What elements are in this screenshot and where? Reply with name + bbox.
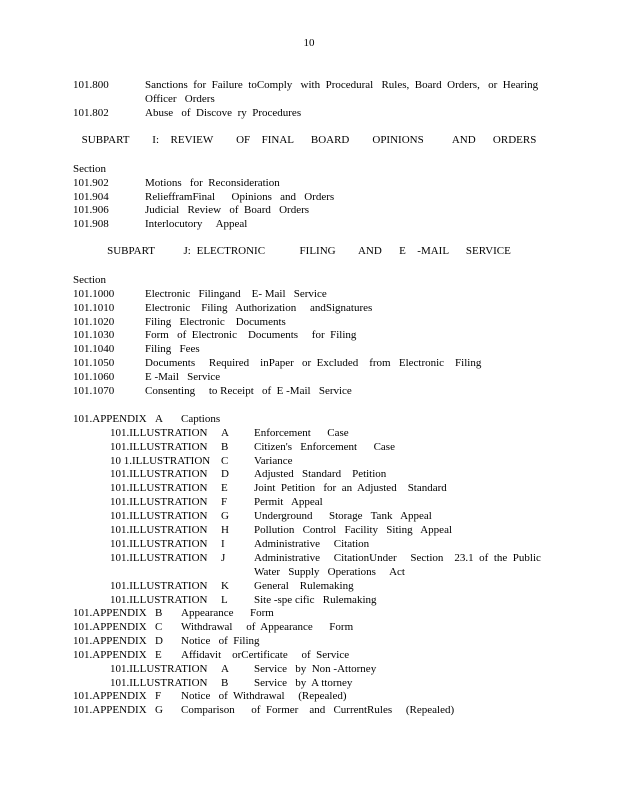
appendix-title: Notice of Filing bbox=[181, 635, 260, 647]
illustration-letter: L bbox=[221, 594, 228, 606]
illustration-name: 101.ILLUSTRATION bbox=[110, 594, 208, 606]
section-label: Section bbox=[73, 274, 106, 286]
rule-title: Documents Required inPaper or Excluded from Electronic Filing bbox=[145, 357, 482, 369]
illustration-title: Site -spe cific Rulemaking bbox=[254, 594, 377, 606]
section-label: Section bbox=[73, 163, 106, 175]
illustration-name: 101.ILLUSTRATION bbox=[110, 510, 208, 522]
rule-title: Sanctions for Failure toComply with Procedural Rules, Board Orders, or Hearing bbox=[145, 79, 539, 91]
subpart-i-heading: SUBPART I: REVIEW OF FINAL BOARD OPINIONS AND ORDERS bbox=[81, 134, 537, 146]
appendix-title: Captions bbox=[181, 413, 221, 425]
rule-number: 101.1060 bbox=[73, 371, 115, 383]
illustration-title: Service by A ttorney bbox=[254, 677, 353, 689]
appendix-letter: E bbox=[155, 649, 162, 661]
illustration-name: 101.ILLUSTRATION bbox=[110, 677, 208, 689]
appendix-title: Affidavit orCertificate of Service bbox=[181, 649, 350, 661]
illustration-title: Service by Non -Attorney bbox=[254, 663, 377, 675]
rule-number: 101.902 bbox=[73, 177, 109, 189]
rule-number: 101.1020 bbox=[73, 316, 115, 328]
illustration-letter: B bbox=[221, 677, 229, 689]
appendix-title: Comparison of Former and CurrentRules (Repealed) bbox=[181, 704, 455, 716]
illustration-title: Citizen's Enforcement Case bbox=[254, 441, 395, 453]
illustration-letter: B bbox=[221, 441, 229, 453]
appendix-title: Withdrawal of Appearance Form bbox=[181, 621, 354, 633]
illustration-title: Administrative CitationUnder Section 23.1 of the Public bbox=[254, 552, 541, 564]
illustration-letter: D bbox=[221, 468, 229, 480]
appendix-letter: B bbox=[155, 607, 163, 619]
illustration-letter: G bbox=[221, 510, 229, 522]
rule-title: Consenting to Receipt of E -Mail Service bbox=[145, 385, 352, 397]
rule-number: 101.802 bbox=[73, 107, 109, 119]
illustration-letter: K bbox=[221, 580, 229, 592]
rule-title: Form of Electronic Documents for Filing bbox=[145, 329, 357, 341]
rule-title: Electronic Filingand E- Mail Service bbox=[145, 288, 327, 300]
illustration-title: Enforcement Case bbox=[254, 427, 349, 439]
illustration-letter: H bbox=[221, 524, 229, 536]
illustration-title: Adjusted Standard Petition bbox=[254, 468, 387, 480]
illustration-name: 101.ILLUSTRATION bbox=[110, 663, 208, 675]
illustration-letter: E bbox=[221, 482, 228, 494]
rule-title: Abuse of Discove ry Procedures bbox=[145, 107, 302, 119]
illustration-name: 101.ILLUSTRATION bbox=[110, 482, 208, 494]
appendix-title: Notice of Withdrawal (Repealed) bbox=[181, 690, 347, 702]
appendix-letter: C bbox=[155, 621, 163, 633]
appendix-letter: G bbox=[155, 704, 163, 716]
illustration-letter: J bbox=[221, 552, 226, 564]
illustration-letter: C bbox=[221, 455, 229, 467]
appendix-name: 101.APPENDIX bbox=[73, 413, 147, 425]
page-number: 10 bbox=[303, 37, 315, 49]
illustration-name: 101.ILLUSTRATION bbox=[110, 524, 208, 536]
rule-title: Interlocutory Appeal bbox=[145, 218, 248, 230]
illustration-title: Variance bbox=[254, 455, 293, 467]
rule-number: 101.1070 bbox=[73, 385, 115, 397]
rule-title: Filing Fees bbox=[145, 343, 200, 355]
rule-number: 101.904 bbox=[73, 191, 109, 203]
appendix-name: 101.APPENDIX bbox=[73, 704, 147, 716]
illustration-name: 101.ILLUSTRATION bbox=[110, 468, 208, 480]
illustration-name: 101.ILLUSTRATION bbox=[110, 427, 208, 439]
illustration-letter: F bbox=[221, 496, 228, 508]
rule-number: 101.1040 bbox=[73, 343, 115, 355]
illustration-title: Joint Petition for an Adjusted Standard bbox=[254, 482, 447, 494]
appendix-name: 101.APPENDIX bbox=[73, 649, 147, 661]
appendix-name: 101.APPENDIX bbox=[73, 607, 147, 619]
rule-number: 101.800 bbox=[73, 79, 109, 91]
rule-title: Motions for Reconsideration bbox=[145, 177, 280, 189]
rule-title: ReliefframFinal Opinions and Orders bbox=[145, 191, 335, 203]
rule-title: Judicial Review of Board Orders bbox=[145, 204, 310, 216]
illustration-title-continued: Water Supply Operations Act bbox=[254, 566, 405, 578]
appendix-letter: F bbox=[155, 690, 162, 702]
illustration-name: 101.ILLUSTRATION bbox=[110, 580, 208, 592]
rule-number: 101.1000 bbox=[73, 288, 115, 300]
rule-number: 101.1050 bbox=[73, 357, 115, 369]
rule-title: E -Mail Service bbox=[145, 371, 221, 383]
illustration-title: Pollution Control Facility Siting Appeal bbox=[254, 524, 453, 536]
rule-title: Electronic Filing Authorization andSignatures bbox=[145, 302, 373, 314]
illustration-letter: A bbox=[221, 427, 229, 439]
appendix-letter: A bbox=[155, 413, 163, 425]
appendix-name: 101.APPENDIX bbox=[73, 621, 147, 633]
illustration-name: 101.ILLUSTRATION bbox=[110, 538, 208, 550]
subpart-j-heading: SUBPART J: ELECTRONIC FILING AND E -MAIL SERVICE bbox=[107, 245, 511, 257]
appendix-letter: D bbox=[155, 635, 163, 647]
rule-number: 101.1030 bbox=[73, 329, 115, 341]
illustration-name: 101.ILLUSTRATION bbox=[110, 496, 208, 508]
rule-number: 101.908 bbox=[73, 218, 109, 230]
illustration-letter: I bbox=[221, 538, 225, 550]
illustration-title: General Rulemaking bbox=[254, 580, 354, 592]
illustration-name: 10 1.ILLUSTRATION bbox=[110, 455, 211, 467]
illustration-name: 101.ILLUSTRATION bbox=[110, 552, 208, 564]
rule-number: 101.1010 bbox=[73, 302, 115, 314]
appendix-name: 101.APPENDIX bbox=[73, 635, 147, 647]
illustration-title: Underground Storage Tank Appeal bbox=[254, 510, 432, 522]
illustration-letter: A bbox=[221, 663, 229, 675]
illustration-title: Administrative Citation bbox=[254, 538, 370, 550]
appendix-title: Appearance Form bbox=[181, 607, 274, 619]
illustration-title: Permit Appeal bbox=[254, 496, 323, 508]
rule-number: 101.906 bbox=[73, 204, 109, 216]
rule-title-continued: Officer Orders bbox=[145, 93, 215, 105]
illustration-name: 101.ILLUSTRATION bbox=[110, 441, 208, 453]
appendix-name: 101.APPENDIX bbox=[73, 690, 147, 702]
rule-title: Filing Electronic Documents bbox=[145, 316, 286, 328]
